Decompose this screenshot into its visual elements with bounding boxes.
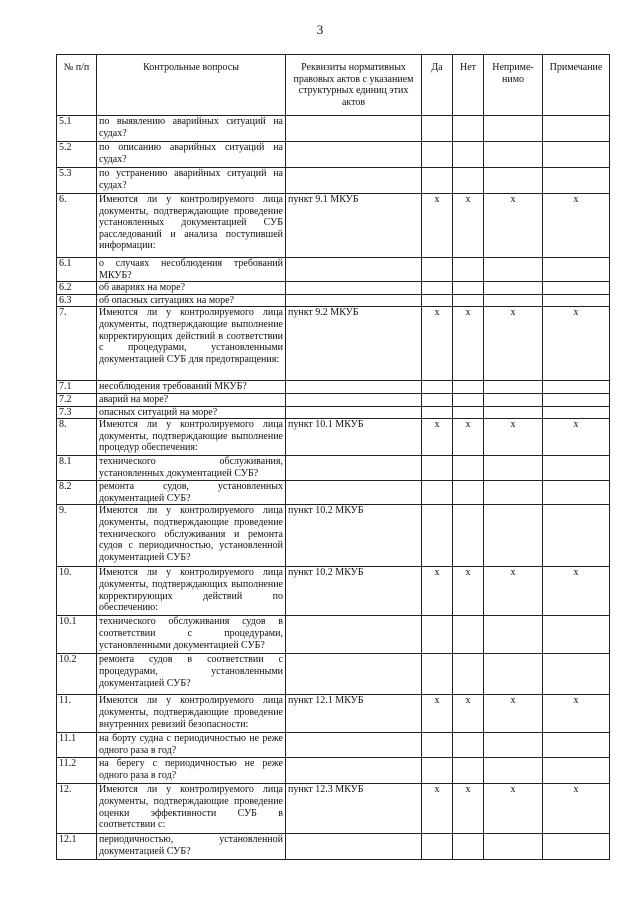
note-cell: [543, 616, 610, 654]
yes-cell: x: [422, 784, 453, 834]
note-cell: [543, 834, 610, 860]
table-row: [57, 758, 610, 784]
question-text: Имеются ли у контролируемого лица документы, подтверждающие проведение установленных документацией СУБ расследований и анализа поступившей информации:: [97, 194, 286, 258]
note-cell: [543, 393, 610, 406]
table-row: [57, 567, 610, 616]
question-text: на берегу с периодичностью не реже одного раза в год?: [97, 758, 286, 784]
note-cell: [543, 481, 610, 505]
no-cell: [453, 406, 484, 419]
table-row: [57, 733, 610, 758]
no-cell: x: [453, 194, 484, 258]
row-number: 5.3: [57, 168, 97, 194]
row-number: 11.: [57, 695, 97, 733]
requisites-cell: [286, 654, 422, 695]
not-applicable-cell: [484, 406, 543, 419]
requisites-cell: [286, 733, 422, 758]
yes-cell: [422, 393, 453, 406]
no-cell: [453, 258, 484, 282]
requisites-cell: [286, 834, 422, 860]
note-cell: [543, 142, 610, 168]
question-text: об авариях на море?: [97, 282, 286, 295]
table-row: [57, 481, 610, 505]
yes-cell: x: [422, 194, 453, 258]
note-cell: [543, 258, 610, 282]
requisites-cell: [286, 142, 422, 168]
note-cell: x: [543, 419, 610, 456]
question-text: технического обслуживания, установленных документацией СУБ?: [97, 456, 286, 481]
row-number: 12.1: [57, 834, 97, 860]
question-text: периодичностью, установленной документацией СУБ?: [97, 834, 286, 860]
table-row: [57, 419, 610, 456]
not-applicable-cell: [484, 654, 543, 695]
not-applicable-cell: [484, 758, 543, 784]
row-number: 8.1: [57, 456, 97, 481]
note-cell: x: [543, 567, 610, 616]
question-text: Имеются ли у контролируемого лица документы, подтверждающие проведение технического обслуживания и ремонта судов с периодичностью, установленной документацией СУБ?: [97, 505, 286, 567]
header-yes: Да: [422, 55, 453, 116]
row-number: 8.: [57, 419, 97, 456]
table-row: [57, 784, 610, 834]
note-cell: x: [543, 307, 610, 381]
no-cell: [453, 142, 484, 168]
note-cell: x: [543, 194, 610, 258]
question-text: о случаях несоблюдения требований МКУБ?: [97, 258, 286, 282]
yes-cell: [422, 406, 453, 419]
row-number: 6.3: [57, 294, 97, 307]
table-row: [57, 393, 610, 406]
no-cell: [453, 505, 484, 567]
not-applicable-cell: [484, 616, 543, 654]
not-applicable-cell: x: [484, 784, 543, 834]
header-note: Примечание: [543, 55, 610, 116]
question-text: на борту судна с периодичностью не реже одного раза в год?: [97, 733, 286, 758]
yes-cell: [422, 834, 453, 860]
header-question: Контрольные вопросы: [97, 55, 286, 116]
no-cell: [453, 116, 484, 142]
not-applicable-cell: [484, 393, 543, 406]
table-row: [57, 834, 610, 860]
row-number: 7.: [57, 307, 97, 381]
yes-cell: [422, 758, 453, 784]
not-applicable-cell: x: [484, 307, 543, 381]
no-cell: [453, 393, 484, 406]
table-row: [57, 142, 610, 168]
not-applicable-cell: x: [484, 695, 543, 733]
no-cell: [453, 758, 484, 784]
table-row: [57, 406, 610, 419]
row-number: 6.2: [57, 282, 97, 295]
row-number: 7.2: [57, 393, 97, 406]
question-text: Имеются ли у контролируемого лица документы, подтверждающие проведение внутренних ревизий безопасности:: [97, 695, 286, 733]
yes-cell: [422, 294, 453, 307]
table-row: [57, 168, 610, 194]
question-text: ремонта судов, установленных документацией СУБ?: [97, 481, 286, 505]
no-cell: [453, 294, 484, 307]
question-text: Имеются ли у контролируемого лица документы, подтверждающих выполнение корректирующих действий по обеспечению:: [97, 567, 286, 616]
requisites-cell: [286, 481, 422, 505]
not-applicable-cell: [484, 116, 543, 142]
row-number: 10.1: [57, 616, 97, 654]
note-cell: x: [543, 784, 610, 834]
row-number: 5.2: [57, 142, 97, 168]
yes-cell: x: [422, 307, 453, 381]
question-text: Имеются ли у контролируемого лица документы, подтверждающие выполнение процедур обеспечения:: [97, 419, 286, 456]
no-cell: x: [453, 695, 484, 733]
checklist-table: [56, 54, 610, 860]
requisites-cell: [286, 456, 422, 481]
not-applicable-cell: [484, 168, 543, 194]
question-text: по описанию аварийных ситуаций на судах?: [97, 142, 286, 168]
requisites-cell: [286, 258, 422, 282]
requisites-cell: пункт 9.1 МКУБ: [286, 194, 422, 258]
no-cell: x: [453, 307, 484, 381]
question-text: Имеются ли у контролируемого лица документы, подтверждающие проведение оценки эффективности СУБ в соответствии с:: [97, 784, 286, 834]
yes-cell: [422, 456, 453, 481]
not-applicable-cell: [484, 258, 543, 282]
no-cell: [453, 282, 484, 295]
requisites-cell: пункт 12.1 МКУБ: [286, 695, 422, 733]
question-text: по устранению аварийных ситуаций на судах?: [97, 168, 286, 194]
requisites-cell: пункт 12.3 МКУБ: [286, 784, 422, 834]
yes-cell: [422, 733, 453, 758]
header-not-applicable: Неприме-нимо: [484, 55, 543, 116]
note-cell: [543, 758, 610, 784]
requisites-cell: пункт 9.2 МКУБ: [286, 307, 422, 381]
not-applicable-cell: [484, 142, 543, 168]
no-cell: [453, 481, 484, 505]
not-applicable-cell: [484, 381, 543, 394]
yes-cell: [422, 258, 453, 282]
question-text: аварий на море?: [97, 393, 286, 406]
no-cell: x: [453, 784, 484, 834]
question-text: опасных ситуаций на море?: [97, 406, 286, 419]
yes-cell: [422, 168, 453, 194]
requisites-cell: [286, 393, 422, 406]
table-row: [57, 194, 610, 258]
yes-cell: [422, 654, 453, 695]
question-text: технического обслуживания судов в соответствии с процедурами, установленными документацией СУБ?: [97, 616, 286, 654]
row-number: 11.1: [57, 733, 97, 758]
header-requisites: Реквизиты нормативных правовых актов с указанием структурных единиц этих актов: [286, 55, 422, 116]
not-applicable-cell: [484, 733, 543, 758]
row-number: 10.: [57, 567, 97, 616]
question-text: по выявлению аварийных ситуаций на судах?: [97, 116, 286, 142]
note-cell: [543, 654, 610, 695]
not-applicable-cell: x: [484, 567, 543, 616]
question-text: Имеются ли у контролируемого лица документы, подтверждающие выполнение корректирующих действий в соответствии с процедурами, установленными документацией СУБ для предотвращения:: [97, 307, 286, 381]
row-number: 11.2: [57, 758, 97, 784]
table-row: [57, 307, 610, 381]
row-number: 5.1: [57, 116, 97, 142]
table-row: [57, 258, 610, 282]
requisites-cell: [286, 616, 422, 654]
table-row: [57, 695, 610, 733]
no-cell: [453, 616, 484, 654]
table-row: [57, 116, 610, 142]
note-cell: [543, 294, 610, 307]
table-row: [57, 616, 610, 654]
note-cell: [543, 733, 610, 758]
not-applicable-cell: [484, 505, 543, 567]
row-number: 7.3: [57, 406, 97, 419]
note-cell: [543, 456, 610, 481]
table-row: [57, 456, 610, 481]
requisites-cell: пункт 10.2 МКУБ: [286, 567, 422, 616]
table-row: [57, 294, 610, 307]
header-row: [57, 55, 610, 116]
yes-cell: x: [422, 567, 453, 616]
question-text: несоблюдения требований МКУБ?: [97, 381, 286, 394]
header-num: № п/п: [57, 55, 97, 116]
not-applicable-cell: [484, 456, 543, 481]
table-row: [57, 505, 610, 567]
requisites-cell: [286, 168, 422, 194]
row-number: 10.2: [57, 654, 97, 695]
note-cell: [543, 116, 610, 142]
requisites-cell: [286, 758, 422, 784]
question-text: ремонта судов в соответствии с процедурами, установленными документацией СУБ?: [97, 654, 286, 695]
note-cell: [543, 168, 610, 194]
row-number: 8.2: [57, 481, 97, 505]
page-number: 3: [316, 22, 324, 37]
requisites-cell: пункт 10.1 МКУБ: [286, 419, 422, 456]
header-no: Нет: [453, 55, 484, 116]
yes-cell: [422, 116, 453, 142]
table-row: [57, 381, 610, 394]
not-applicable-cell: x: [484, 419, 543, 456]
note-cell: [543, 381, 610, 394]
note-cell: [543, 406, 610, 419]
no-cell: [453, 654, 484, 695]
requisites-cell: [286, 282, 422, 295]
row-number: 7.1: [57, 381, 97, 394]
table-row: [57, 282, 610, 295]
row-number: 12.: [57, 784, 97, 834]
no-cell: [453, 834, 484, 860]
yes-cell: x: [422, 695, 453, 733]
not-applicable-cell: x: [484, 194, 543, 258]
requisites-cell: [286, 116, 422, 142]
question-text: об опасных ситуациях на море?: [97, 294, 286, 307]
not-applicable-cell: [484, 481, 543, 505]
requisites-cell: [286, 294, 422, 307]
yes-cell: x: [422, 419, 453, 456]
yes-cell: [422, 505, 453, 567]
table-row: [57, 654, 610, 695]
not-applicable-cell: [484, 834, 543, 860]
yes-cell: [422, 282, 453, 295]
requisites-cell: [286, 406, 422, 419]
note-cell: [543, 505, 610, 567]
note-cell: x: [543, 695, 610, 733]
note-cell: [543, 282, 610, 295]
yes-cell: [422, 481, 453, 505]
requisites-cell: [286, 381, 422, 394]
requisites-cell: пункт 10.2 МКУБ: [286, 505, 422, 567]
no-cell: [453, 733, 484, 758]
not-applicable-cell: [484, 294, 543, 307]
yes-cell: [422, 381, 453, 394]
no-cell: [453, 381, 484, 394]
no-cell: [453, 168, 484, 194]
yes-cell: [422, 616, 453, 654]
row-number: 6.: [57, 194, 97, 258]
row-number: 9.: [57, 505, 97, 567]
no-cell: x: [453, 567, 484, 616]
not-applicable-cell: [484, 282, 543, 295]
no-cell: x: [453, 419, 484, 456]
no-cell: [453, 456, 484, 481]
row-number: 6.1: [57, 258, 97, 282]
yes-cell: [422, 142, 453, 168]
